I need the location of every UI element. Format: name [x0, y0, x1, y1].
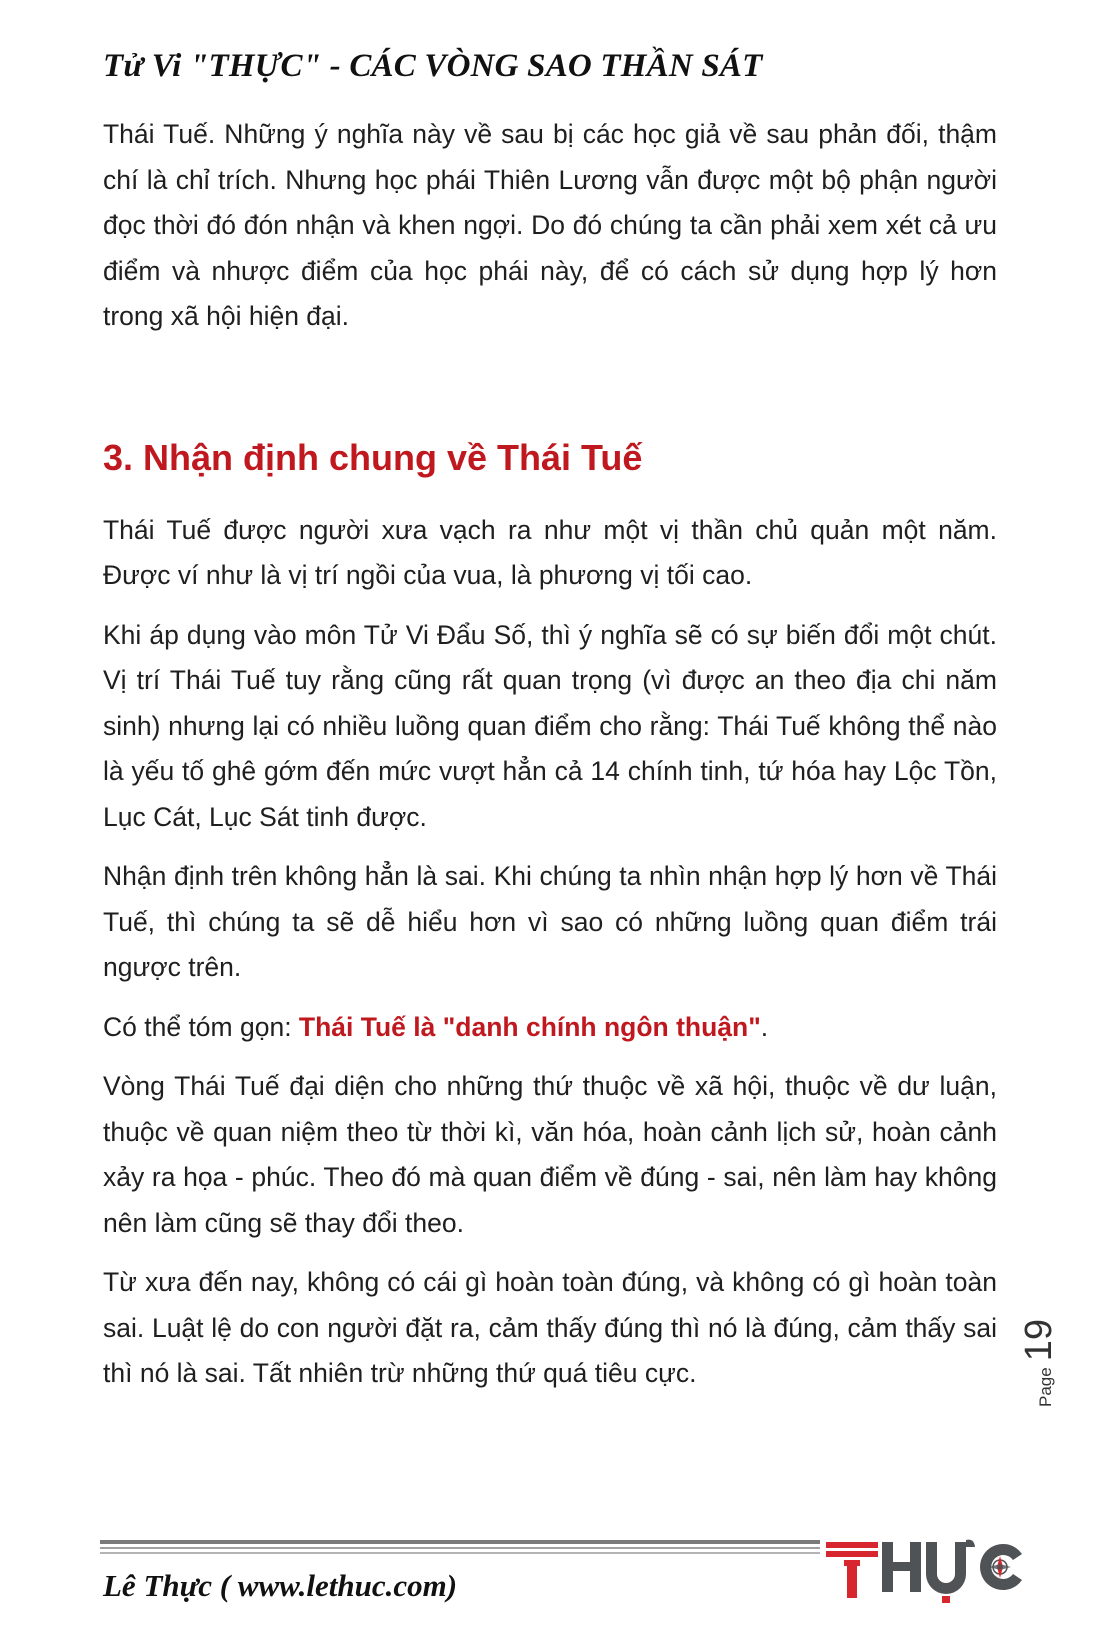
page-label: Page [1036, 1367, 1055, 1407]
summary-paragraph [103, 1005, 997, 1051]
footer-divider [100, 1552, 820, 1554]
intro-paragraph: Thái Tuế. Những ý nghĩa này về sau bị các học giả về sau phản đối, thậm chí là chỉ trích. Nhưng học phái Thiên Lương vẫn được một bộ phận người đọc thời đó đón nhận và khen ngợi. Do đó chúng ta cần phải xem xét cả ưu điểm và nhược điểm của học phái này, để có cách sử dụng hợp lý hơn trong xã hội hiện đại. [103, 119, 997, 331]
paragraph-1: Thái Tuế được người xưa vạch ra như một vị thần chủ quản một năm. Được ví như là vị trí ngồi của vua, là phương vị tối cao. [103, 514, 997, 590]
footer-divider [100, 1540, 820, 1544]
paragraph-3: Nhận định trên không hẳn là sai. Khi chúng ta nhìn nhận hợp lý hơn về Thái Tuế, thì chúng ta sẽ dễ hiểu hơn vì sao có những luồng quan điểm trái ngược trên. [103, 861, 997, 982]
thuc-logo [826, 1534, 1026, 1604]
page-number [1018, 1319, 1100, 1407]
running-header-title: Tử Vi "THỰC" - CÁC VÒNG SAO THẦN SÁT [103, 48, 763, 84]
summary-prefix: Có thể tóm gọn: [103, 1011, 299, 1042]
page-body [103, 112, 997, 1411]
paragraph-2: Khi áp dụng vào môn Tử Vi Đẩu Số, thì ý nghĩa sẽ có sự biến đổi một chút. Vị trí Thái Tuế tuy rằng cũng rất quan trọng (vì được an theo địa chi năm sinh) nhưng lại có nhiều luồng quan điểm cho rằng: Thái Tuế không thể nào là yếu tố ghê gớm đến mức vượt hẳn cả 14 chính tinh, tứ hóa hay Lộc Tồn, Lục Cát, Lục Sát tinh được. [103, 619, 997, 832]
footer-author: Lê Thực ( www.lethuc.com) [103, 1568, 458, 1603]
paragraph-5: Từ xưa đến nay, không có cái gì hoàn toàn đúng, và không có gì hoàn toàn sai. Luật lệ do con người đặt ra, cảm thấy đúng thì nó là đúng, cảm thấy sai thì nó là sai. Tất nhiên trừ những thứ quá tiêu cực. [103, 1267, 997, 1388]
footer-divider [100, 1547, 820, 1549]
section-heading: 3. Nhận định chung về Thái Tuế [103, 436, 643, 478]
summary-suffix: . [760, 1011, 769, 1042]
summary-highlight: Thái Tuế là "danh chính ngôn thuận" [298, 1011, 761, 1042]
page-number-value: 19 [1018, 1319, 1060, 1362]
paragraph-4: Vòng Thái Tuế đại diện cho những thứ thuộc về xã hội, thuộc về dư luận, thuộc về quan niệm theo từ thời kì, văn hóa, hoàn cảnh lịch sử, hoàn cảnh xảy ra họa - phúc. Theo đó mà quan điểm về đúng - sai, nên làm hay không nên làm cũng sẽ thay đổi theo. [103, 1071, 997, 1238]
